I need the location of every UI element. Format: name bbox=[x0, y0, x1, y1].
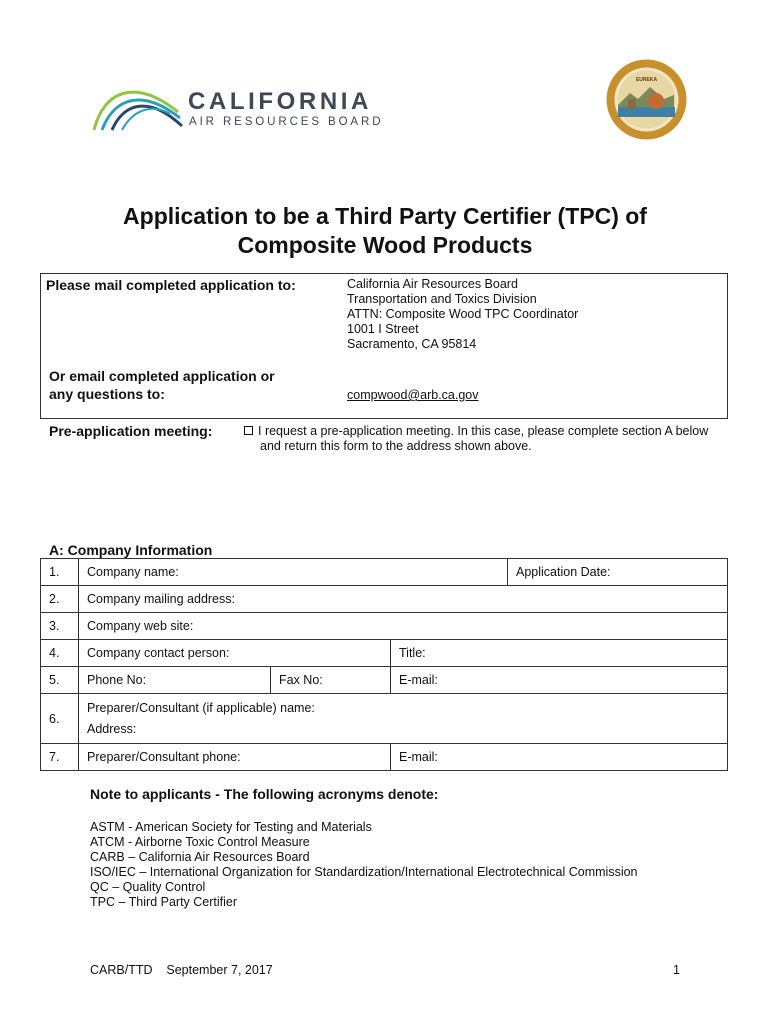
seal-motto: EUREKA bbox=[635, 77, 658, 83]
preparer-name-label: Preparer/Consultant (if applicable) name: bbox=[87, 700, 315, 715]
list-item: TPC – Third Party Certifier bbox=[90, 895, 238, 909]
address-line: Transportation and Toxics Division bbox=[347, 292, 537, 306]
acronyms-list bbox=[90, 820, 638, 910]
table-row bbox=[41, 640, 728, 667]
address-line: Sacramento, CA 95814 bbox=[347, 337, 477, 351]
company-info-table bbox=[40, 558, 728, 771]
list-item: QC – Quality Control bbox=[90, 880, 206, 894]
carb-arcs-icon bbox=[90, 72, 186, 134]
title-line-1: Application to be a Third Party Certifier (TPC) of bbox=[123, 203, 647, 229]
phone-field[interactable]: Phone No: bbox=[79, 667, 271, 694]
application-date-field[interactable]: Application Date: bbox=[508, 559, 728, 586]
list-item: ISO/IEC – International Organization for Standardization/International Electrotechnical Commission bbox=[90, 865, 638, 879]
list-item: ATCM - Airborne Toxic Control Measure bbox=[90, 835, 310, 849]
table-row bbox=[41, 613, 728, 640]
table-row bbox=[41, 586, 728, 613]
page-title bbox=[0, 202, 770, 260]
table-row bbox=[41, 667, 728, 694]
pre-application-option bbox=[244, 424, 724, 454]
mailing-address-field[interactable]: Company mailing address: bbox=[79, 586, 728, 613]
footer-info: CARB/TTD September 7, 2017 bbox=[90, 963, 273, 977]
pre-application-checkbox[interactable] bbox=[244, 426, 253, 435]
row-number: 4. bbox=[41, 640, 79, 667]
email-label bbox=[49, 368, 275, 403]
preparer-email-field[interactable]: E-mail: bbox=[391, 744, 728, 771]
table-row bbox=[41, 694, 728, 744]
page-number: 1 bbox=[673, 963, 680, 977]
email-label-line-2: any questions to: bbox=[49, 385, 165, 402]
row-number: 2. bbox=[41, 586, 79, 613]
address-line: ATTN: Composite Wood TPC Coordinator bbox=[347, 307, 579, 321]
table-row bbox=[41, 559, 728, 586]
acronyms-note-title: Note to applicants - The following acronyms denote: bbox=[90, 786, 439, 802]
preparer-phone-field[interactable]: Preparer/Consultant phone: bbox=[79, 744, 391, 771]
address-line: California Air Resources Board bbox=[347, 277, 518, 291]
mail-label: Please mail completed application to: bbox=[46, 277, 296, 293]
row-number: 6. bbox=[41, 694, 79, 744]
mailing-address bbox=[347, 277, 578, 352]
row-number: 1. bbox=[41, 559, 79, 586]
email-label-line-1: Or email completed application or bbox=[49, 368, 275, 384]
logo-title: CALIFORNIA bbox=[188, 88, 372, 115]
web-site-field[interactable]: Company web site: bbox=[79, 613, 728, 640]
logo-subtitle: AIR RESOURCES BOARD bbox=[189, 116, 384, 128]
section-a-title: A: Company Information bbox=[49, 542, 213, 558]
row-number: 5. bbox=[41, 667, 79, 694]
row-number: 3. bbox=[41, 613, 79, 640]
table-row bbox=[41, 744, 728, 771]
pre-application-label: Pre-application meeting: bbox=[49, 423, 213, 439]
preparer-address-label: Address: bbox=[87, 721, 137, 736]
contact-person-field[interactable]: Company contact person: bbox=[79, 640, 391, 667]
row-number: 7. bbox=[41, 744, 79, 771]
contact-email-link[interactable]: compwood@arb.ca.gov bbox=[347, 388, 479, 402]
list-item: CARB – California Air Resources Board bbox=[90, 850, 310, 864]
title-line-2: Composite Wood Products bbox=[237, 232, 533, 258]
list-item: ASTM - American Society for Testing and Materials bbox=[90, 820, 372, 834]
pre-application-text-2: and return this form to the address shown above. bbox=[260, 439, 532, 453]
pre-application-text-1: I request a pre-application meeting. In this case, please complete section A below bbox=[258, 424, 709, 438]
california-seal-icon bbox=[606, 59, 687, 140]
company-name-field[interactable]: Company name: bbox=[79, 559, 508, 586]
fax-field[interactable]: Fax No: bbox=[271, 667, 391, 694]
carb-logo bbox=[90, 72, 390, 134]
preparer-info-field[interactable] bbox=[79, 694, 728, 744]
address-line: 1001 I Street bbox=[347, 322, 419, 336]
title-field[interactable]: Title: bbox=[391, 640, 728, 667]
mailing-info-box bbox=[40, 273, 728, 419]
email-field[interactable]: E-mail: bbox=[391, 667, 728, 694]
